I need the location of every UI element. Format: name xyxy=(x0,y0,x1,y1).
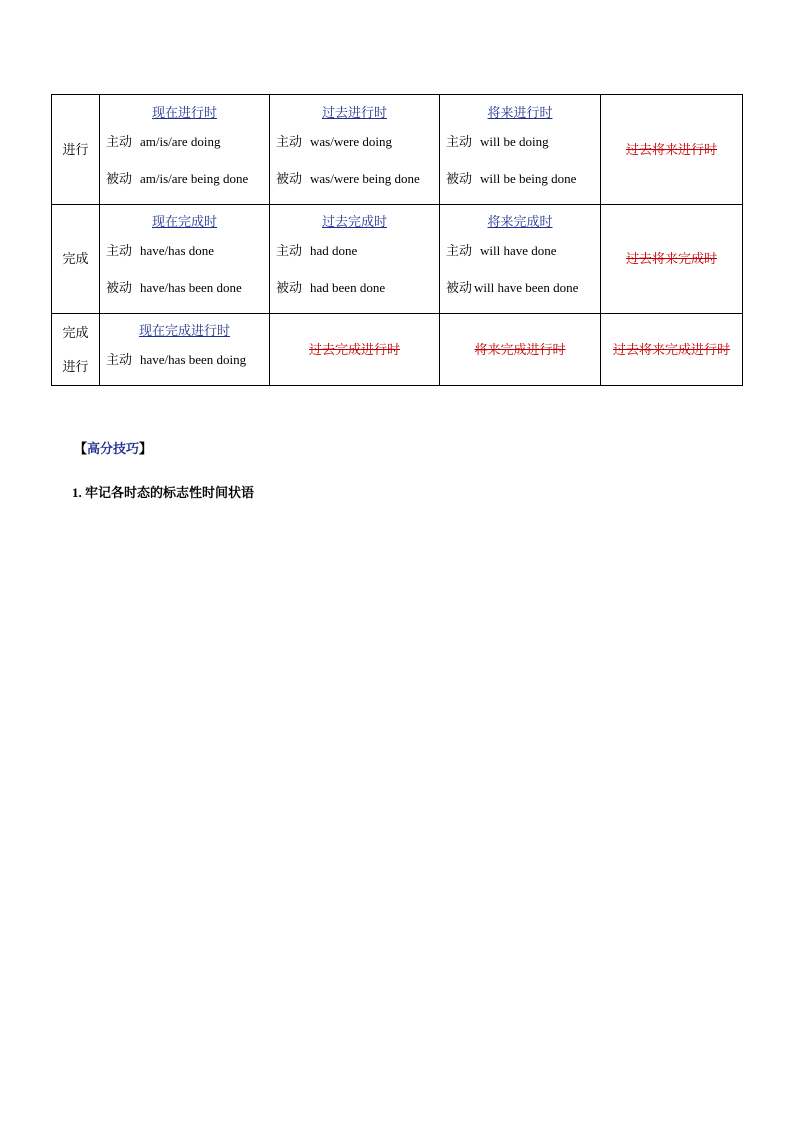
active-form: am/is/are doing xyxy=(140,133,221,149)
cell-future-perfect xyxy=(440,205,601,314)
tense-name: 现在进行时 xyxy=(151,104,217,120)
section-heading xyxy=(74,438,152,457)
active-line xyxy=(446,123,594,160)
cell-present-progressive xyxy=(100,95,270,205)
active-line xyxy=(276,123,433,160)
tense-name: 过去进行时 xyxy=(321,104,387,120)
passive-line xyxy=(446,269,594,306)
active-form: will have done xyxy=(480,243,557,258)
active-line xyxy=(276,232,433,269)
passive-line xyxy=(106,269,263,306)
bracket-open: 【 xyxy=(74,441,88,456)
table-row-progressive xyxy=(52,95,743,205)
row-label-text: 进行 xyxy=(62,141,89,157)
voice-label: 主动 xyxy=(106,352,133,367)
passive-line xyxy=(276,160,433,197)
voice-label: 被动 xyxy=(446,280,473,295)
tense-name: 现在完成进行时 xyxy=(138,323,230,338)
voice-label: 主动 xyxy=(276,243,303,258)
row-label-perfect-progressive xyxy=(52,314,100,386)
active-line xyxy=(106,341,263,378)
row-label-text: 完成 xyxy=(62,324,89,340)
list-item xyxy=(72,482,254,501)
voice-label: 被动 xyxy=(106,280,133,295)
struck-tense: 过去完成进行时 xyxy=(308,341,400,357)
cell-past-future-progressive xyxy=(601,95,743,205)
active-form: have/has done xyxy=(140,243,215,258)
row-label-perfect xyxy=(52,205,100,314)
passive-form: will have been done xyxy=(474,280,579,295)
voice-label: 主动 xyxy=(446,133,473,149)
passive-line xyxy=(446,160,594,197)
table-row-perfect-progressive xyxy=(52,314,743,386)
active-form: was/were doing xyxy=(310,133,392,149)
voice-label: 主动 xyxy=(106,133,133,149)
passive-line xyxy=(106,160,263,197)
row-label-progressive xyxy=(52,95,100,205)
cell-past-future-perfect xyxy=(601,205,743,314)
cell-present-perfect-progressive xyxy=(100,314,270,386)
active-line xyxy=(106,123,263,160)
tense-name: 过去完成时 xyxy=(321,214,387,229)
tense-name: 将来进行时 xyxy=(487,104,553,120)
cell-past-future-perfect-progressive xyxy=(601,314,743,386)
item-number: 1. xyxy=(72,485,82,500)
cell-future-perfect-progressive xyxy=(440,314,601,386)
voice-label: 被动 xyxy=(276,170,303,186)
cell-past-perfect-progressive xyxy=(270,314,440,386)
table-row-perfect xyxy=(52,205,743,314)
voice-label: 被动 xyxy=(276,280,303,295)
tense-name: 将来完成时 xyxy=(487,214,553,229)
bracket-close: 】 xyxy=(139,441,153,456)
active-form: had done xyxy=(310,243,358,258)
active-form: will be doing xyxy=(480,133,549,149)
row-label-text: 进行 xyxy=(62,358,89,374)
struck-tense: 过去将来完成进行时 xyxy=(612,341,730,357)
tense-table xyxy=(51,94,743,386)
voice-label: 被动 xyxy=(446,170,473,186)
passive-form: had been done xyxy=(310,280,386,295)
row-label-text: 完成 xyxy=(62,251,89,267)
voice-label: 主动 xyxy=(106,243,133,258)
voice-label: 主动 xyxy=(446,243,473,258)
passive-form: am/is/are being done xyxy=(140,170,249,186)
active-line xyxy=(106,232,263,269)
struck-tense: 过去将来完成时 xyxy=(625,251,717,267)
passive-form: will be being done xyxy=(480,170,577,186)
cell-future-progressive xyxy=(440,95,601,205)
struck-tense: 过去将来进行时 xyxy=(625,141,717,157)
struck-tense: 将来完成进行时 xyxy=(474,341,566,357)
cell-past-perfect xyxy=(270,205,440,314)
item-text: 牢记各时态的标志性时间状语 xyxy=(85,485,255,500)
cell-past-progressive xyxy=(270,95,440,205)
active-form: have/has been doing xyxy=(140,352,247,367)
passive-form: was/were being done xyxy=(310,170,420,186)
voice-label: 被动 xyxy=(106,170,133,186)
tense-name: 现在完成时 xyxy=(151,214,217,229)
section-title: 高分技巧 xyxy=(87,441,140,456)
passive-form: have/has been done xyxy=(140,280,242,295)
cell-present-perfect xyxy=(100,205,270,314)
voice-label: 主动 xyxy=(276,133,303,149)
active-line xyxy=(446,232,594,269)
passive-line xyxy=(276,269,433,306)
